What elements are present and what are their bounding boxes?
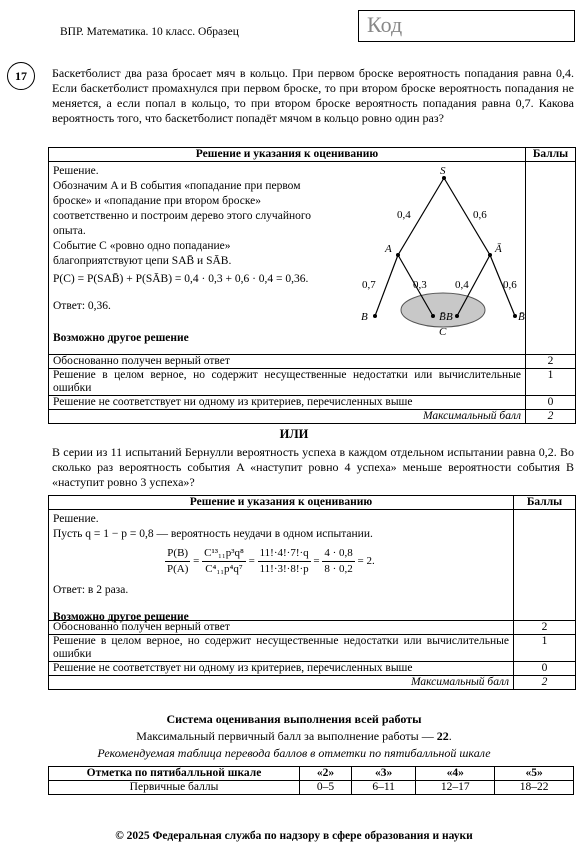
code-label: Код xyxy=(367,12,403,37)
page-footer: © 2025 Федеральная служба по надзору в сфере образования и науки xyxy=(115,830,473,842)
table1-criterion: Решение не соответствует ни одному из критериев, перечисленных выше xyxy=(49,396,526,410)
table1-criterion-score: 0 xyxy=(526,396,576,410)
tree-node-a: A xyxy=(385,243,392,255)
tree-leaf: B̄ xyxy=(439,311,446,323)
table2-header-solution: Решение и указания к оцениванию xyxy=(49,496,514,510)
system-recommend: Рекомендуемая таблица перевода баллов в отметки по пятибалльной шкале xyxy=(97,746,491,760)
range-cell: 0–5 xyxy=(300,781,352,795)
table2-answer: Ответ: в 2 раза. xyxy=(53,584,129,596)
table1-answer: Ответ: 0,36. xyxy=(53,300,111,312)
tree-edge-label: 0,7 xyxy=(362,279,376,291)
tree-edge-label: 0,3 xyxy=(413,279,427,291)
grade-row1-label: Отметка по пятибалльной шкале xyxy=(49,767,300,781)
table1-criterion-score: 2 xyxy=(526,355,576,369)
table1-line3: соответственно и построим дерево этого случайного xyxy=(53,210,312,222)
table1-criterion: Решение в целом верное, но содержит несущественные недостатки или вычислительные ошибки xyxy=(49,369,526,396)
task2-text: В серии из 11 испытаний Бернулли вероятность успеха в каждом отдельном испытании равна 0,2. Во сколько раз вероятность события A «наступит ровно 4 успеха» меньше вероятности события B «наступит ровно 3 успеха»? xyxy=(52,445,574,489)
table1-line4: опыта. xyxy=(53,225,86,237)
scoring-table-2 xyxy=(48,495,576,690)
system-max-value: 22 xyxy=(436,729,449,743)
tree-edge-label: 0,6 xyxy=(473,209,487,221)
table1-header-solution: Решение и указания к оцениванию xyxy=(49,148,526,162)
table1-criterion-score: 1 xyxy=(526,369,576,396)
table1-alt: Возможно другое решение xyxy=(53,332,189,344)
table1-line1: Обозначим A и B события «попадание при первом xyxy=(53,180,301,192)
table2-formula: $\frac{P(B)}{P(A)}$ = $\frac{\text{C¹³₁₁p³q⁸}}{\text{C⁴₁₁p⁴q⁷}}$ = $\frac{11!\cdot 4!\cdot 7!\cdot q}{11!\cdot 3!\cdot 8!\cdot p}$ = $\frac{4 \cdot 0,8}{8 \cdot 0,2}$ = 2. xyxy=(167,547,375,575)
scoring-table-1 xyxy=(48,147,576,424)
table2-max-score: 2 xyxy=(514,676,576,690)
code-box[interactable] xyxy=(358,10,575,42)
table2-criterion: Обоснованно получен верный ответ xyxy=(49,621,514,635)
table2-criterion-score: 0 xyxy=(514,662,576,676)
range-cell: 6–11 xyxy=(351,781,415,795)
table1-line5: Событие C «ровно одно попадание» xyxy=(53,240,231,252)
or-separator: ИЛИ xyxy=(279,427,309,441)
task-number: 17 xyxy=(7,62,35,90)
table2-criterion-score: 1 xyxy=(514,635,576,662)
grade-cell: «3» xyxy=(351,767,415,781)
system-max: Максимальный первичный балл за выполнение работы — 22. xyxy=(136,729,452,743)
table2-solution-cell xyxy=(49,510,514,621)
system-title: Система оценивания выполнения всей работы xyxy=(166,712,422,726)
table1-formula: P(C) = P(SAB̄) + P(SĀB) = 0,4 · 0,3 + 0,6 · 0,4 = 0,36. xyxy=(53,273,309,285)
tree-root-label: S xyxy=(440,166,446,177)
tree-ellipse-label: C xyxy=(439,326,447,336)
grade-row2-label: Первичные баллы xyxy=(49,781,300,795)
tree-edge-label: 0,6 xyxy=(503,279,517,291)
table2-criterion: Решение в целом верное, но содержит несущественные недостатки или вычислительные ошибки xyxy=(49,635,514,662)
table2-criterion-score: 2 xyxy=(514,621,576,635)
table1-max-label: Максимальный балл xyxy=(49,410,526,424)
range-cell: 18–22 xyxy=(495,781,574,795)
page-header: ВПР. Математика. 10 класс. Образец xyxy=(60,26,239,38)
grade-table xyxy=(48,766,574,795)
table2-solution-word: Решение. xyxy=(53,513,99,525)
task-text: Баскетболист два раза бросает мяч в кольцо. При первом броске вероятность попадания равна 0,4. Если баскетболист промахнулся при первом броске, то при втором броске вероятность попадания не меняется, а если попал в кольцо, то при втором броске вероятность попадания равна 0,7. Какова вероятность того, что баскетболист попадёт мячом в кольцо ровно один раз? xyxy=(52,66,574,125)
tree-leaf: B̄ xyxy=(518,311,525,323)
table1-line6: благоприятствуют цепи SAB̄ и SĀB. xyxy=(53,255,232,267)
tree-edge-label: 0,4 xyxy=(455,279,469,291)
grade-cell: «4» xyxy=(416,767,495,781)
grade-cell: «5» xyxy=(495,767,574,781)
tree-edge-label: 0,4 xyxy=(397,209,411,221)
table2-alt: Возможно другое решение xyxy=(53,611,189,623)
table2-criterion: Решение не соответствует ни одному из критериев, перечисленных выше xyxy=(49,662,514,676)
table1-line2: броске» и «попадание при втором броске» xyxy=(53,195,261,207)
tree-leaf: B xyxy=(361,311,368,323)
table2-max-label: Максимальный балл xyxy=(49,676,514,690)
grade-cell: «2» xyxy=(300,767,352,781)
table1-max-score: 2 xyxy=(526,410,576,424)
tree-node-not-a: Ā xyxy=(495,243,502,255)
probability-tree xyxy=(357,166,527,336)
range-cell: 12–17 xyxy=(416,781,495,795)
table2-header-score: Баллы xyxy=(514,496,576,510)
table1-solution-cell xyxy=(49,162,526,355)
table1-header-score: Баллы xyxy=(526,148,576,162)
table1-solution-word: Решение. xyxy=(53,165,99,177)
table1-criterion: Обоснованно получен верный ответ xyxy=(49,355,526,369)
tree-leaf: B xyxy=(446,311,453,323)
table2-line1: Пусть q = 1 − p = 0,8 — вероятность неудачи в одном испытании. xyxy=(53,528,373,540)
